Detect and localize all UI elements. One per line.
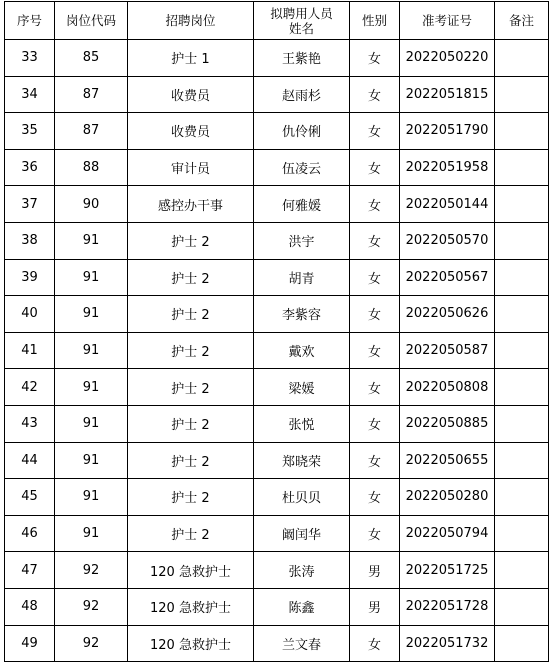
cell-sex: 女 [350,405,400,442]
cell-sex: 女 [350,259,400,296]
cell-position: 感控办干事 [128,186,254,223]
cell-name: 阚闰华 [254,515,350,552]
cell-name: 梁媛 [254,369,350,406]
cell-name: 李紫容 [254,296,350,333]
cell-name: 杜贝贝 [254,479,350,516]
cell-position: 护士 2 [128,296,254,333]
cell-sex: 女 [350,296,400,333]
cell-name: 仇伶俐 [254,113,350,150]
cell-position-code: 90 [55,186,128,223]
cell-exam-id: 2022050567 [400,259,495,296]
cell-exam-id: 2022050144 [400,186,495,223]
cell-sex: 女 [350,442,400,479]
cell-note [495,259,549,296]
cell-no: 45 [5,479,55,516]
cell-sex: 女 [350,515,400,552]
header-name-line2: 姓名 [288,20,314,36]
cell-name: 赵雨杉 [254,76,350,113]
cell-position: 护士 2 [128,405,254,442]
cell-position: 审计员 [128,149,254,186]
table-row [5,76,549,113]
table-row [5,296,549,333]
cell-note [495,405,549,442]
cell-no: 49 [5,625,55,662]
table-row [5,40,549,77]
cell-sex: 女 [350,40,400,77]
cell-note [495,369,549,406]
cell-position: 护士 2 [128,222,254,259]
cell-sex: 女 [350,625,400,662]
cell-position: 收费员 [128,76,254,113]
table-row [5,552,549,589]
cell-name: 胡青 [254,259,350,296]
cell-position-code: 87 [55,113,128,150]
table-row [5,149,549,186]
cell-sex: 女 [350,369,400,406]
header-no: 序号 [5,2,55,40]
cell-sex: 女 [350,222,400,259]
cell-no: 36 [5,149,55,186]
cell-name: 张涛 [254,552,350,589]
cell-sex: 女 [350,332,400,369]
cell-exam-id: 2022050808 [400,369,495,406]
header-position: 招聘岗位 [128,2,254,40]
table-body [5,40,549,662]
cell-note [495,515,549,552]
cell-sex: 女 [350,113,400,150]
cell-position-code: 92 [55,625,128,662]
table-row [5,332,549,369]
cell-position-code: 87 [55,76,128,113]
cell-no: 48 [5,588,55,625]
cell-exam-id: 2022051815 [400,76,495,113]
hire-list-table [4,1,549,662]
cell-note [495,186,549,223]
cell-no: 47 [5,552,55,589]
cell-name: 王紫艳 [254,40,350,77]
cell-position-code: 91 [55,515,128,552]
cell-exam-id: 2022051728 [400,588,495,625]
cell-name: 张悦 [254,405,350,442]
cell-exam-id: 2022050280 [400,479,495,516]
cell-name: 兰文春 [254,625,350,662]
header-note: 备注 [495,2,549,40]
cell-note [495,149,549,186]
cell-no: 41 [5,332,55,369]
cell-position-code: 91 [55,332,128,369]
cell-no: 37 [5,186,55,223]
cell-position-code: 91 [55,405,128,442]
cell-sex: 女 [350,479,400,516]
cell-position: 120 急救护士 [128,552,254,589]
cell-position-code: 85 [55,40,128,77]
cell-note [495,222,549,259]
header-exam-id: 准考证号 [400,2,495,40]
cell-exam-id: 2022051725 [400,552,495,589]
cell-exam-id: 2022051790 [400,113,495,150]
cell-position: 收费员 [128,113,254,150]
cell-no: 43 [5,405,55,442]
header-position-code: 岗位代码 [55,2,128,40]
cell-name: 伍凌云 [254,149,350,186]
header-name-line1: 拟聘用人员 [270,5,333,21]
cell-no: 35 [5,113,55,150]
header-name [254,2,350,40]
cell-position: 护士 2 [128,332,254,369]
cell-exam-id: 2022051958 [400,149,495,186]
table-row [5,479,549,516]
cell-exam-id: 2022050587 [400,332,495,369]
header-sex: 性别 [350,2,400,40]
cell-no: 46 [5,515,55,552]
cell-note [495,552,549,589]
table-row [5,442,549,479]
cell-no: 34 [5,76,55,113]
cell-note [495,479,549,516]
cell-position-code: 91 [55,222,128,259]
cell-name: 陈鑫 [254,588,350,625]
cell-sex: 男 [350,552,400,589]
cell-position: 护士 1 [128,40,254,77]
cell-no: 38 [5,222,55,259]
cell-position: 120 急救护士 [128,588,254,625]
cell-position-code: 91 [55,259,128,296]
cell-position-code: 91 [55,296,128,333]
cell-position: 护士 2 [128,369,254,406]
cell-name: 何雅媛 [254,186,350,223]
cell-note [495,625,549,662]
cell-exam-id: 2022050570 [400,222,495,259]
cell-exam-id: 2022050220 [400,40,495,77]
cell-position-code: 88 [55,149,128,186]
cell-no: 40 [5,296,55,333]
cell-position-code: 92 [55,552,128,589]
cell-position: 120 急救护士 [128,625,254,662]
cell-sex: 女 [350,149,400,186]
cell-note [495,40,549,77]
table-row [5,113,549,150]
table-row [5,625,549,662]
cell-position-code: 91 [55,442,128,479]
cell-sex: 男 [350,588,400,625]
cell-position: 护士 2 [128,442,254,479]
cell-no: 44 [5,442,55,479]
table-row [5,259,549,296]
cell-position: 护士 2 [128,259,254,296]
cell-position: 护士 2 [128,479,254,516]
cell-note [495,296,549,333]
cell-note [495,113,549,150]
cell-position: 护士 2 [128,515,254,552]
cell-sex: 女 [350,186,400,223]
cell-note [495,76,549,113]
cell-no: 39 [5,259,55,296]
table-row [5,405,549,442]
cell-note [495,442,549,479]
cell-no: 42 [5,369,55,406]
cell-name: 戴欢 [254,332,350,369]
cell-exam-id: 2022050885 [400,405,495,442]
cell-no: 33 [5,40,55,77]
cell-position-code: 91 [55,369,128,406]
cell-name: 郑晓荣 [254,442,350,479]
cell-exam-id: 2022050626 [400,296,495,333]
cell-position-code: 91 [55,479,128,516]
table-row [5,588,549,625]
header-row [5,2,549,40]
table-row [5,222,549,259]
cell-exam-id: 2022051732 [400,625,495,662]
table-row [5,369,549,406]
cell-exam-id: 2022050794 [400,515,495,552]
cell-position-code: 92 [55,588,128,625]
cell-note [495,588,549,625]
cell-exam-id: 2022050655 [400,442,495,479]
table-row [5,515,549,552]
cell-note [495,332,549,369]
table-row [5,186,549,223]
cell-sex: 女 [350,76,400,113]
cell-name: 洪宇 [254,222,350,259]
